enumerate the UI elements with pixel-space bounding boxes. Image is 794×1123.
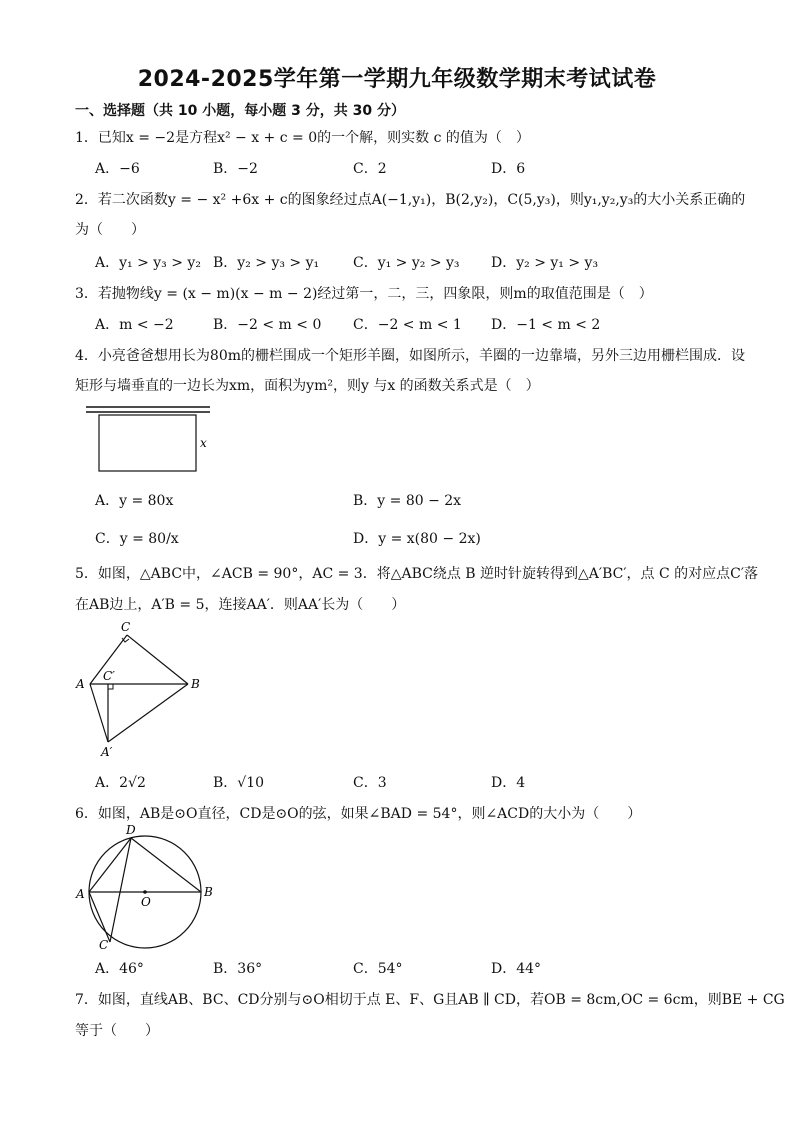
question-4-stem-line2: 矩形与墙垂直的一边长为xm，面积为ym²，则y 与x 的函数关系式是（ ） — [75, 378, 540, 394]
q3-option-a: A．m < −2 — [95, 317, 174, 333]
question-5-stem-line1: 5．如图，△ABC中，∠ACB = 90°，AC = 3．将△ABC绕点 B 逆时针旋转得到△A′BC′，点 C 的对应点C′落 — [75, 566, 759, 582]
question-4-stem-line1: 4．小亮爸爸想用长为80m的栅栏围成一个矩形羊圈，如图所示，羊圈的一边靠墙，另外三边用栅栏围成．设 — [75, 348, 745, 364]
q1-option-a: A．−6 — [95, 161, 140, 177]
q5-option-b: B．√10 — [213, 775, 265, 791]
chord-dc — [110, 838, 131, 942]
question-7-stem-line1: 7．如图，直线AB、BC、CD分别与⊙O相切于点 E、F、G且AB ∥ CD，若OB = 8cm,OC = 6cm，则BE + CG — [75, 992, 785, 1008]
q4-option-d: D．y = x(80 − 2x) — [353, 531, 481, 547]
right-angle-mark-c1 — [108, 684, 113, 689]
label-c-prime: C′ — [103, 669, 115, 683]
label-b: B — [191, 677, 200, 691]
question-1-stem: 1．已知x = −2是方程x² − x + c = 0的一个解，则实数 c 的值为（ ） — [75, 130, 530, 146]
q1-option-d: D．6 — [491, 161, 526, 177]
q3-option-b: B．−2 < m < 0 — [213, 317, 322, 333]
q5-option-d: D．4 — [491, 775, 526, 791]
section-heading: 一、选择题（共 10 小题，每小题 3 分，共 30 分） — [75, 103, 405, 119]
q5-option-a: A．2√2 — [95, 775, 146, 791]
q4-option-c: C．y = 80/x — [95, 531, 179, 547]
q6-option-a: A．46° — [95, 961, 144, 977]
label-a: A — [76, 887, 85, 901]
question-2-stem-line2: 为（ ） — [75, 222, 145, 238]
segment-a1b — [108, 684, 188, 742]
side-x-label: x — [200, 436, 207, 450]
label-c: C — [99, 938, 109, 952]
q3-option-c: C．−2 < m < 1 — [353, 317, 462, 333]
q1-option-b: B．−2 — [213, 161, 258, 177]
q6-option-c: C．54° — [353, 961, 403, 977]
q2-option-c: C．y₁ > y₂ > y₃ — [353, 255, 460, 271]
q6-option-b: B．36° — [213, 961, 263, 977]
label-a: A — [76, 677, 85, 691]
q1-option-c: C．2 — [353, 161, 387, 177]
center-point — [143, 890, 147, 894]
right-angle-mark-c — [122, 638, 129, 642]
label-c: C — [121, 620, 131, 634]
q5-option-c: C．3 — [353, 775, 387, 791]
label-b: B — [204, 885, 213, 899]
rotation-triangle-diagram — [70, 618, 220, 770]
q6-option-d: D．44° — [491, 961, 542, 977]
segment-cb — [127, 635, 188, 684]
circle-diagram — [70, 822, 220, 956]
q4-option-a: A．y = 80x — [95, 493, 174, 509]
chord-db — [131, 838, 201, 892]
segment-aa1 — [90, 684, 108, 742]
q2-option-d: D．y₂ > y₁ > y₃ — [491, 255, 599, 271]
q3-option-d: D．−1 < m < 2 — [491, 317, 601, 333]
question-6-stem: 6．如图，AB是⊙O直径，CD是⊙O的弦，如果∠BAD = 54°，则∠ACD的大小为（ ） — [75, 806, 642, 822]
label-o: O — [141, 895, 151, 909]
question-2-stem-line1: 2．若二次函数y = − x² +6x + c的图象经过点A(−1,y₁)，B(2,y₂)，C(5,y₃)，则y₁,y₂,y₃的大小关系正确的 — [75, 192, 746, 208]
q2-option-b: B．y₂ > y₃ > y₁ — [213, 255, 320, 271]
label-a-prime: A′ — [101, 745, 113, 759]
label-d: D — [126, 823, 136, 837]
question-3-stem: 3．若抛物线y = (x − m)(x − m − 2)经过第一，二，三，四象限，则m的取值范围是（ ） — [75, 286, 653, 302]
question-7-stem-line2: 等于（ ） — [75, 1023, 159, 1039]
pen-rectangle — [99, 415, 196, 471]
page-title: 2024-2025学年第一学期九年级数学期末考试试卷 — [137, 67, 657, 92]
chord-ac — [89, 892, 110, 942]
question-5-stem-line2: 在AB边上，A′B = 5，连接AA′．则AA′长为（ ） — [75, 597, 406, 613]
q2-option-a: A．y₁ > y₃ > y₂ — [95, 255, 201, 271]
q4-option-b: B．y = 80 − 2x — [353, 493, 462, 509]
pen-diagram — [84, 404, 224, 482]
